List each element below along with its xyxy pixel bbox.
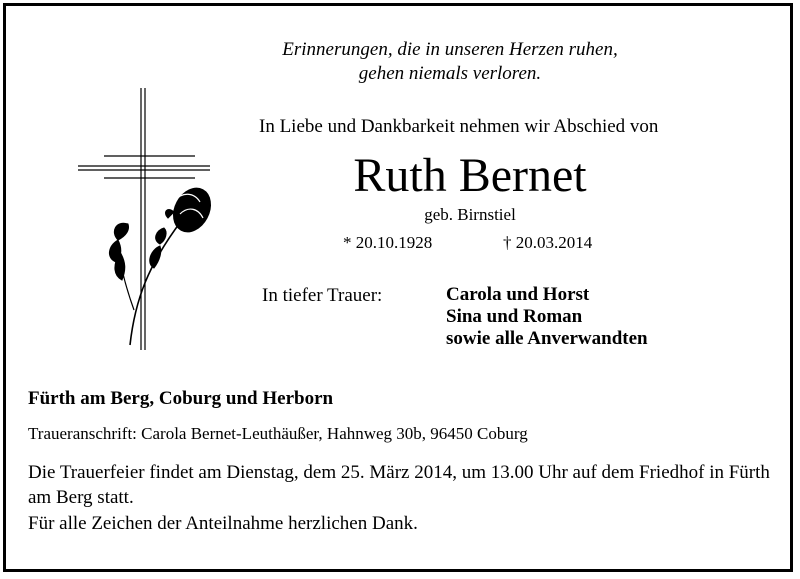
farewell-intro: In Liebe und Dankbarkeit nehmen wir Abschied von [259,116,659,137]
mourner-entry: Carola und Horst [446,284,590,305]
birth-name: geb. Birnstiel [424,205,516,224]
deceased-name: Ruth Bernet [353,149,587,202]
birth-date: * 20.10.1928 [343,233,433,252]
mourner-entry: Sina und Roman [446,306,583,327]
motto-line-1: Erinnerungen, die in unseren Herzen ruhen, [282,39,618,60]
death-date: † 20.03.2014 [503,233,593,252]
places-heading: Fürth am Berg, Coburg und Herborn [28,388,334,409]
cross-and-rose-artwork [70,80,230,360]
mourner-entry: sowie alle Anverwandten [446,328,648,349]
rose-icon [109,182,217,345]
thanks-note: Für alle Zeichen der Anteilnahme herzlichen Dank. [28,513,418,534]
mourners-list [446,284,648,350]
mourning-label: In tiefer Trauer: [262,285,383,306]
funeral-ceremony-info: Die Trauerfeier findet am Dienstag, dem 25. März 2014, um 13.00 Uhr auf dem Friedhof in Fürth am Berg statt. [28,462,770,508]
motto-line-2: gehen niemals verloren. [358,63,542,84]
motto [260,38,640,86]
mourning-address: Traueranschrift: Carola Bernet-Leuthäußer, Hahnweg 30b, 96450 Coburg [28,424,528,443]
